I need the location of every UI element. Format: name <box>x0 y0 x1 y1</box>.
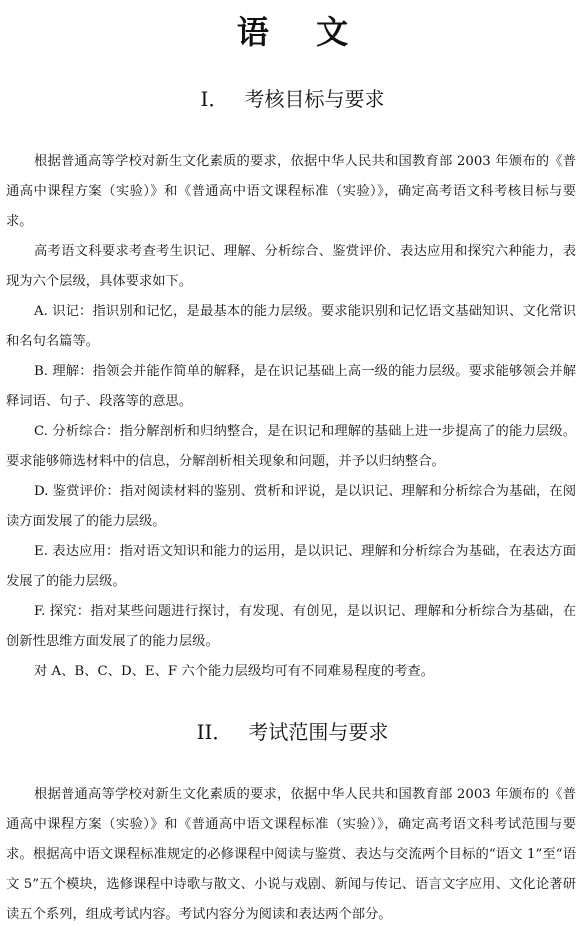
section-1-item-b: B. 理解：指领会并能作简单的解释，是在识记基础上高一级的能力层级。要求能够领会并解释词语、句子、段落等的意思。 <box>6 364 576 409</box>
section-2-number: II． <box>196 720 233 744</box>
document-title: 语 文 <box>236 13 367 51</box>
section-1-item-d: D. 鉴赏评价：指对阅读材料的鉴别、赏析和评说，是以识记、理解和分析综合为基础，在阅读方面发展了的能力层级。 <box>6 484 576 529</box>
section-1-paragraph-intro: 根据普通高等学校对新生文化素质的要求，依据中华人民共和国教育部 2003 年颁布的《普通高中课程方案（实验）》和《普通高中语文课程标准（实验）》，确定高考语文科考核目标与要求。 <box>6 154 576 229</box>
section-1-heading <box>0 85 585 113</box>
section-2-heading <box>0 718 585 746</box>
section-1-paragraph-abilities: 高考语文科要求考查考生识记、理解、分析综合、鉴赏评价、表达应用和探究六种能力，表现为六个层级，具体要求如下。 <box>6 244 576 289</box>
section-2-title: 考试范围与要求 <box>248 720 389 744</box>
section-1-title: 考核目标与要求 <box>244 87 385 111</box>
section-1-item-f: F. 探究：指对某些问题进行探讨，有发现、有创见，是以识记、理解和分析综合为基础，在创新性思维方面发展了的能力层级。 <box>6 604 576 649</box>
section-1-paragraph-summary: 对 A、B、C、D、E、F 六个能力层级均可有不同难易程度的考查。 <box>34 664 435 679</box>
section-1-item-c: C. 分析综合：指分解剖析和归纳整合，是在识记和理解的基础上进一步提高了的能力层级。要求能够筛选材料中的信息，分解剖析相关现象和问题，并予以归纳整合。 <box>6 424 576 469</box>
section-2-paragraph-intro: 根据普通高等学校对新生文化素质的要求，依据中华人民共和国教育部 2003 年颁布的《普通高中课程方案（实验）》和《普通高中语文课程标准（实验）》，确定高考语文科考试范围与要求。根据高中语文课程标准规定的必修课程中阅读与鉴赏、表达与交流两个目标的“语文 1”至“语文 5”五个模块，选修课程中诗歌与散文、小说与戏剧、新闻与传记、语言文字应用、文化论著研读五个系列，组成考试内容。考试内容分为阅读和表达两个部分。 <box>6 787 576 922</box>
section-1-number: I． <box>200 87 229 111</box>
section-1-item-e: E. 表达应用：指对语文知识和能力的运用，是以识记、理解和分析综合为基础，在表达方面发展了的能力层级。 <box>6 544 576 589</box>
section-1-item-a: A. 识记：指识别和记忆，是最基本的能力层级。要求能识别和记忆语文基础知识、文化常识和名句名篇等。 <box>6 304 576 349</box>
